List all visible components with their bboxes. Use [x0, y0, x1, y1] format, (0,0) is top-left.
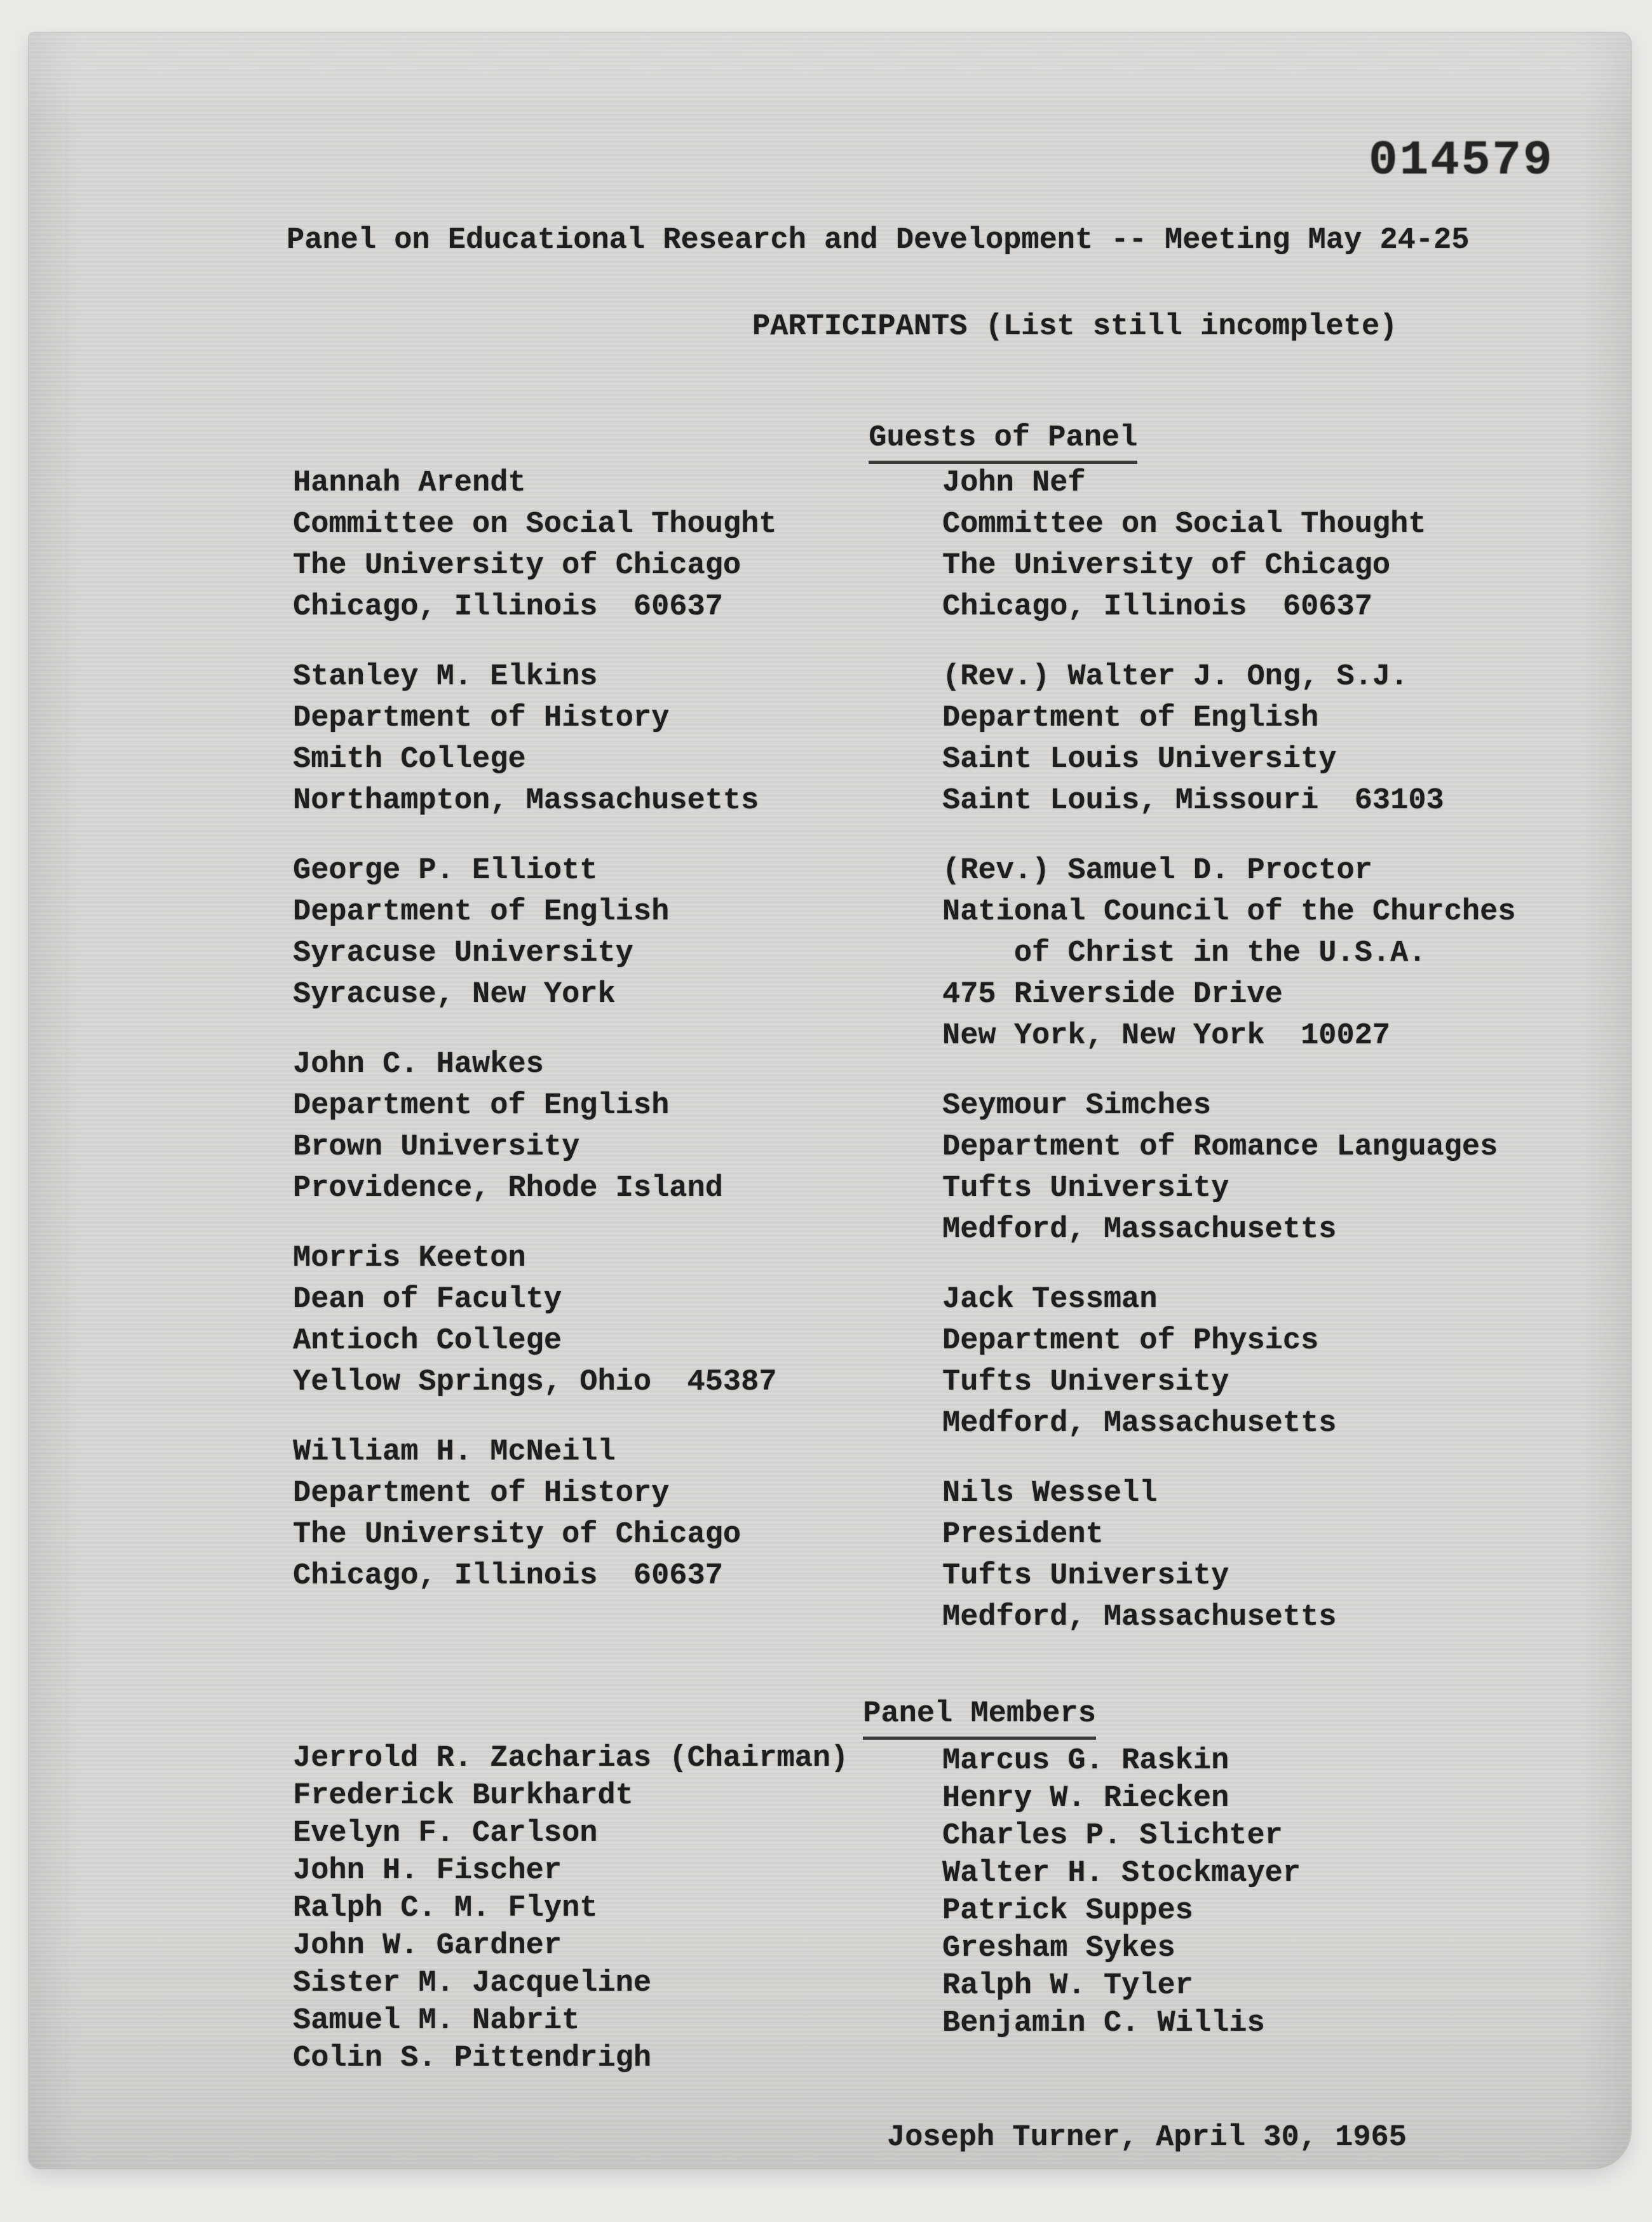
text-line: Smith College: [293, 743, 526, 776]
text-line: Department of English: [942, 701, 1319, 735]
guests-right-column: [942, 463, 1516, 1638]
guest-entry: [942, 656, 1516, 822]
text-line: Medford, Massachusetts: [942, 1407, 1337, 1440]
text-line: (Rev.) Samuel D. Proctor: [942, 854, 1372, 888]
member-name: Benjamin C. Willis: [942, 2007, 1265, 2040]
member-name: Evelyn F. Carlson: [293, 1817, 598, 1850]
text-line: The University of Chicago: [942, 549, 1391, 583]
text-line: Antioch College: [293, 1324, 562, 1358]
guest-entry: [942, 850, 1516, 1057]
document-number-stamp: 014579: [1369, 133, 1554, 188]
text-line: (Rev.) Walter J. Ong, S.J.: [942, 660, 1409, 694]
member-name: Patrick Suppes: [942, 1894, 1193, 1928]
text-line: Chicago, Illinois 60637: [942, 590, 1372, 624]
text-line: Northampton, Massachusetts: [293, 784, 759, 818]
member-name: Walter H. Stockmayer: [942, 1857, 1301, 1890]
text-line: Stanley M. Elkins: [293, 660, 598, 694]
member-name: Marcus G. Raskin: [942, 1744, 1229, 1778]
guest-entry: [293, 1044, 777, 1209]
text-line: Committee on Social Thought: [293, 508, 777, 541]
text-line: Morris Keeton: [293, 1242, 526, 1275]
text-line: Yellow Springs, Ohio 45387: [293, 1365, 777, 1399]
text-line: Hannah Arendt: [293, 466, 526, 500]
text-line: Tufts University: [942, 1559, 1229, 1593]
text-line: Medford, Massachusetts: [942, 1213, 1337, 1247]
text-line: New York, New York 10027: [942, 1019, 1391, 1053]
text-line: George P. Elliott: [293, 854, 598, 888]
member-name: John W. Gardner: [293, 1929, 562, 1963]
members-left-column: [293, 1740, 848, 2077]
author-date-line: Joseph Turner, April 30, 1965: [887, 2121, 1407, 2155]
text-line: Saint Louis, Missouri 63103: [942, 784, 1444, 818]
text-line: Department of History: [293, 701, 670, 735]
member-name: Gresham Sykes: [942, 1932, 1175, 1965]
guest-entry: [293, 1238, 777, 1403]
member-name: John H. Fischer: [293, 1854, 562, 1888]
text-line: John Nef: [942, 466, 1086, 500]
text-line: 475 Riverside Drive: [942, 978, 1283, 1012]
document-page: [29, 33, 1630, 2168]
members-right-column: [942, 1742, 1301, 2042]
text-line: Providence, Rhode Island: [293, 1172, 723, 1205]
text-line: Syracuse University: [293, 937, 633, 970]
text-line: Jack Tessman: [942, 1283, 1158, 1317]
text-line: The University of Chicago: [293, 1518, 741, 1552]
participants-heading: PARTICIPANTS (List still incomplete): [752, 310, 1398, 344]
guest-entry: [942, 1279, 1516, 1444]
text-line: Tufts University: [942, 1365, 1229, 1399]
text-line: President: [942, 1518, 1104, 1552]
text-line: Seymour Simches: [942, 1089, 1212, 1123]
text-line: John C. Hawkes: [293, 1048, 544, 1081]
text-line: Department of Physics: [942, 1324, 1319, 1358]
text-line: Syracuse, New York: [293, 978, 616, 1012]
member-name: Colin S. Pittendrigh: [293, 2042, 652, 2075]
guest-entry: [942, 1085, 1516, 1250]
text-line: Department of English: [293, 1089, 670, 1123]
member-name: Frederick Burkhardt: [293, 1779, 633, 1813]
member-name: Sister M. Jacqueline: [293, 1967, 652, 2000]
members-heading-text: Panel Members: [863, 1697, 1096, 1740]
guests-left-column: [293, 463, 777, 1597]
guest-entry: [293, 1432, 777, 1597]
guest-entry: [942, 1473, 1516, 1638]
member-name: Samuel M. Nabrit: [293, 2004, 580, 2038]
text-line: Saint Louis University: [942, 743, 1337, 776]
text-line: Department of History: [293, 1477, 670, 1510]
member-name: Henry W. Riecken: [942, 1782, 1229, 1815]
guest-entry: [293, 850, 777, 1015]
text-line: Committee on Social Thought: [942, 508, 1426, 541]
member-name: Charles P. Slichter: [942, 1819, 1283, 1853]
text-line: Chicago, Illinois 60637: [293, 1559, 723, 1593]
text-line: Nils Wessell: [942, 1477, 1158, 1510]
text-line: William H. McNeill: [293, 1435, 616, 1469]
text-line: The University of Chicago: [293, 549, 741, 583]
text-line: Brown University: [293, 1130, 580, 1164]
text-line: Medford, Massachusetts: [942, 1601, 1337, 1634]
member-name: Jerrold R. Zacharias (Chairman): [293, 1742, 849, 1775]
guest-entry: [293, 463, 777, 628]
text-line: Chicago, Illinois 60637: [293, 590, 723, 624]
document-title: Panel on Educational Research and Development -- Meeting May 24-25: [287, 224, 1470, 257]
text-line: Department of Romance Languages: [942, 1130, 1498, 1164]
text-line: of Christ in the U.S.A.: [942, 937, 1426, 970]
guests-heading-text: Guests of Panel: [869, 421, 1137, 464]
guest-entry: [293, 656, 777, 822]
text-line: Tufts University: [942, 1172, 1229, 1205]
text-line: National Council of the Churches: [942, 895, 1516, 929]
member-name: Ralph C. M. Flynt: [293, 1892, 598, 1925]
member-name: Ralph W. Tyler: [942, 1969, 1193, 2003]
guest-entry: [942, 463, 1516, 628]
text-line: Department of English: [293, 895, 670, 929]
text-line: Dean of Faculty: [293, 1283, 562, 1317]
